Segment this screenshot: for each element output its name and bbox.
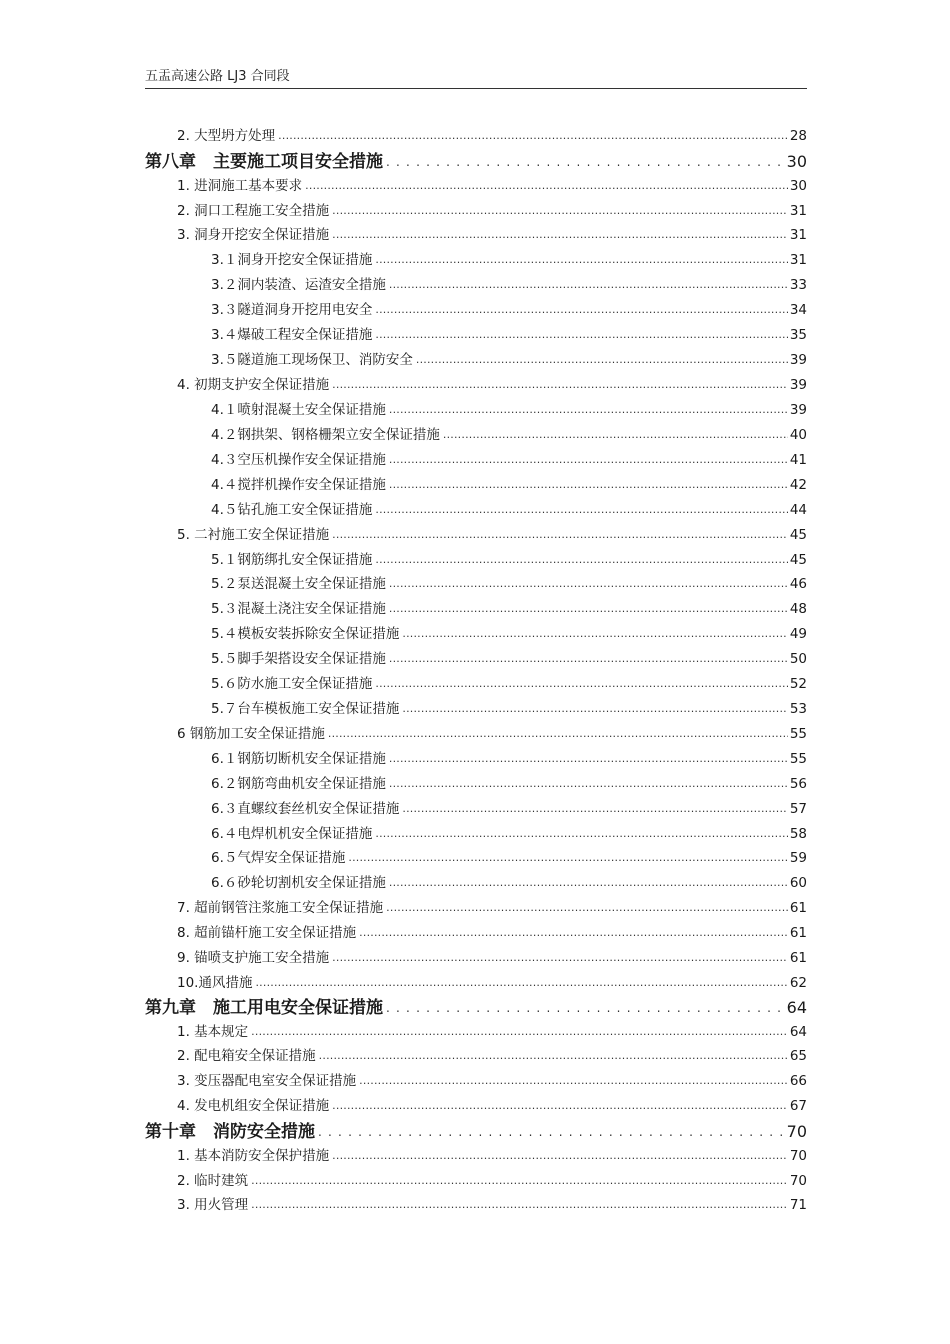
toc-entry-label: 3.４爆破工程安全保证措施 [211,327,373,343]
toc-entry[interactable] [211,425,807,445]
toc-entry[interactable] [177,126,807,146]
toc-entry-page-number: 30 [789,178,807,194]
toc-entry[interactable] [177,1071,807,1091]
dot-leader [251,1194,788,1215]
dot-leader [278,125,788,146]
toc-entry-page-number: 66 [789,1073,807,1089]
toc-entry-label: 6 钢筋加工安全保证措施 [177,726,325,742]
toc-entry-label: 4.３空压机操作安全保证措施 [211,452,386,468]
toc-entry-page-number: 55 [789,751,807,767]
toc-entry-label: 9. 锚喷支护施工安全措施 [177,950,330,966]
toc-entry[interactable] [177,525,807,545]
toc-entry[interactable] [211,799,807,819]
toc-entry-label: 1. 基本规定 [177,1024,249,1040]
dot-leader [255,972,787,993]
toc-entry-label: 5.６防水施工安全保证措施 [211,676,373,692]
toc-entry-page-number: 49 [789,626,807,642]
toc-entry-page-number: 65 [789,1048,807,1064]
toc-entry-label: 6.５气焊安全保证措施 [211,850,346,866]
dot-leader [402,798,787,819]
toc-entry-page-number: 45 [789,552,807,568]
toc-entry-label: 7. 超前钢管注浆施工安全保证措施 [177,900,384,916]
toc-entry[interactable] [177,973,807,993]
dot-leader [332,947,788,968]
toc-entry-label: 1. 基本消防安全保护措施 [177,1148,330,1164]
toc-entry-page-number: 39 [789,352,807,368]
toc-entry-page-number: 30 [786,152,807,171]
toc-entry-label: 3.２洞内装渣、运渣安全措施 [211,277,386,293]
toc-entry[interactable] [211,674,807,694]
dot-leader [402,623,787,644]
dot-leader [389,474,788,495]
toc-entry[interactable] [211,250,807,270]
toc-entry-label: 3.５隧道施工现场保卫、消防安全 [211,352,413,368]
dot-leader [402,698,787,719]
toc-entry-page-number: 33 [789,277,807,293]
toc-entry-label: 6.４电焊机机安全保证措施 [211,826,373,842]
toc-entry[interactable] [177,1022,807,1042]
dot-leader [389,872,788,893]
toc-entry[interactable] [211,624,807,644]
dot-leader [389,598,788,619]
toc-entry-page-number: 70 [786,1122,807,1141]
toc-entry[interactable] [211,699,807,719]
toc-entry-page-number: 70 [789,1148,807,1164]
toc-entry-page-number: 31 [789,252,807,268]
toc-entry[interactable] [177,948,807,968]
toc-entry-label: 2. 洞口工程施工安全措施 [177,203,330,219]
toc-entry-label: 6.２钢筋弯曲机安全保证措施 [211,776,386,792]
toc-entry-label: 10.通风措施 [177,975,253,991]
toc-entry-label: 8. 超前锚杆施工安全保证措施 [177,925,357,941]
dot-leader [375,549,787,570]
toc-chapter-entry[interactable] [145,150,807,174]
toc-entry[interactable] [211,325,807,345]
toc-entry-label: 第九章 施工用电安全保证措施 [145,998,383,1018]
toc-entry-label: 第十章 消防安全措施 [145,1122,315,1142]
dot-leader [332,524,788,545]
toc-entry[interactable] [211,475,807,495]
toc-entry-label: 5.３混凝土浇注安全保证措施 [211,601,386,617]
dot-leader [305,175,788,196]
toc-entry-page-number: 64 [786,998,807,1017]
toc-entry[interactable] [211,450,807,470]
toc-entry[interactable] [211,599,807,619]
toc-entry-label: 3.３隧道洞身开挖用电安全 [211,302,373,318]
dot-leader [389,399,788,420]
dot-leader [332,1145,788,1166]
toc-entry-page-number: 58 [789,826,807,842]
toc-entry[interactable] [177,375,807,395]
dot-leader [389,748,788,769]
dot-leader [332,200,788,221]
toc-entry-page-number: 56 [789,776,807,792]
dot-leader [389,449,788,470]
toc-entry-label: 4. 发电机组安全保证措施 [177,1098,330,1114]
dot-leader [389,573,788,594]
toc-entry-label: 5.７台车模板施工安全保证措施 [211,701,400,717]
page-header [145,66,807,89]
toc-entry-label: 6.１钢筋切断机安全保证措施 [211,751,386,767]
toc-entry-label: 1. 进洞施工基本要求 [177,178,303,194]
toc-entry-page-number: 35 [789,327,807,343]
dot-leader [386,149,785,174]
toc-entry-label: 5.２泵送混凝土安全保证措施 [211,576,386,592]
toc-entry[interactable] [211,774,807,794]
toc-entry-page-number: 39 [789,377,807,393]
toc-entry-label: 2. 配电箱安全保证措施 [177,1048,316,1064]
toc-entry[interactable] [177,201,807,221]
toc-entry-label: 2. 临时建筑 [177,1173,249,1189]
toc-entry[interactable] [211,574,807,594]
toc-entry-label: 3. 洞身开挖安全保证措施 [177,227,330,243]
dot-leader [348,847,787,868]
toc-entry-label: 5.５脚手架搭设安全保证措施 [211,651,386,667]
dot-leader [443,424,788,445]
toc-entry[interactable] [211,550,807,570]
toc-entry-label: 3.１洞身开挖安全保证措施 [211,252,373,268]
toc-entry[interactable] [211,300,807,320]
toc-entry-page-number: 44 [789,502,807,518]
toc-entry-label: 2. 大型坍方处理 [177,128,276,144]
toc-entry[interactable] [211,873,807,893]
dot-leader [332,374,788,395]
toc-entry-page-number: 48 [789,601,807,617]
dot-leader [375,823,787,844]
toc-entry-page-number: 62 [789,975,807,991]
toc-entry-label: 5. 二衬施工安全保证措施 [177,527,330,543]
toc-entry-label: 4.４搅拌机操作安全保证措施 [211,477,386,493]
toc-entry[interactable] [211,824,807,844]
toc-entry-page-number: 46 [789,576,807,592]
toc-entry-page-number: 64 [789,1024,807,1040]
toc-chapter-entry[interactable] [145,1120,807,1144]
toc-entry[interactable] [211,500,807,520]
toc-entry-page-number: 53 [789,701,807,717]
toc-entry-label: 5.１钢筋绑扎安全保证措施 [211,552,373,568]
dot-leader [386,897,788,918]
toc-entry-label: 6.６砂轮切割机安全保证措施 [211,875,386,891]
toc-entry-label: 第八章 主要施工项目安全措施 [145,152,383,172]
toc-entry[interactable] [177,176,807,196]
toc-entry-page-number: 31 [789,227,807,243]
dot-leader [319,1045,788,1066]
toc-entry[interactable] [211,649,807,669]
toc-entry-page-number: 50 [789,651,807,667]
toc-entry-label: 5.４模板安装拆除安全保证措施 [211,626,400,642]
dot-leader [332,224,788,245]
dot-leader [389,648,788,669]
toc-entry[interactable] [211,749,807,769]
toc-entry[interactable] [177,898,807,918]
toc-entry[interactable] [177,923,807,943]
dot-leader [416,349,788,370]
toc-entry[interactable] [177,225,807,245]
toc-entry[interactable] [177,1146,807,1166]
toc-entry-page-number: 34 [789,302,807,318]
header-title: 五盂高速公路 LJ3 合同段 [145,69,290,84]
dot-leader [389,773,788,794]
toc-entry-page-number: 40 [789,427,807,443]
dot-leader [359,1070,788,1091]
toc-entry-label: 6.３直螺纹套丝机安全保证措施 [211,801,400,817]
dot-leader [318,1119,785,1144]
toc-entry-page-number: 42 [789,477,807,493]
toc-entry[interactable] [211,848,807,868]
dot-leader [375,324,787,345]
toc-entry[interactable] [211,400,807,420]
toc-entry-label: 4.５钻孔施工安全保证措施 [211,502,373,518]
toc-entry-page-number: 45 [789,527,807,543]
toc-entry-page-number: 57 [789,801,807,817]
toc-entry-page-number: 52 [789,676,807,692]
toc-entry-label: 3. 用火管理 [177,1197,249,1213]
dot-leader [389,274,788,295]
toc-entry-label: 4.１喷射混凝土安全保证措施 [211,402,386,418]
toc-entry-page-number: 61 [789,925,807,941]
toc-entry[interactable] [211,275,807,295]
toc-entry[interactable] [177,1171,807,1191]
toc-entry-page-number: 60 [789,875,807,891]
toc-entry-page-number: 71 [789,1197,807,1213]
toc-entry-page-number: 61 [789,900,807,916]
dot-leader [251,1170,788,1191]
toc-entry-label: 4. 初期支护安全保证措施 [177,377,330,393]
toc-entry-page-number: 67 [789,1098,807,1114]
toc-entry[interactable] [211,350,807,370]
dot-leader [328,723,788,744]
dot-leader [375,673,787,694]
toc-entry[interactable] [177,1195,807,1215]
dot-leader [332,1095,788,1116]
dot-leader [375,249,787,270]
dot-leader [251,1021,788,1042]
toc-entry-label: 4.２钢拱架、钢格栅架立安全保证措施 [211,427,440,443]
toc-entry-page-number: 61 [789,950,807,966]
toc-chapter-entry[interactable] [145,996,807,1020]
toc-entry[interactable] [177,1096,807,1116]
toc-entry-page-number: 39 [789,402,807,418]
dot-leader [375,299,787,320]
toc-entry[interactable] [177,1046,807,1066]
toc-entry-page-number: 41 [789,452,807,468]
dot-leader [375,499,787,520]
toc-entry-page-number: 70 [789,1173,807,1189]
toc-entry[interactable] [177,724,807,744]
toc-entry-page-number: 31 [789,203,807,219]
dot-leader [359,922,788,943]
toc-entry-page-number: 28 [789,128,807,144]
dot-leader [386,995,785,1020]
toc-entry-label: 3. 变压器配电室安全保证措施 [177,1073,357,1089]
toc-entry-page-number: 55 [789,726,807,742]
toc-entry-page-number: 59 [789,850,807,866]
